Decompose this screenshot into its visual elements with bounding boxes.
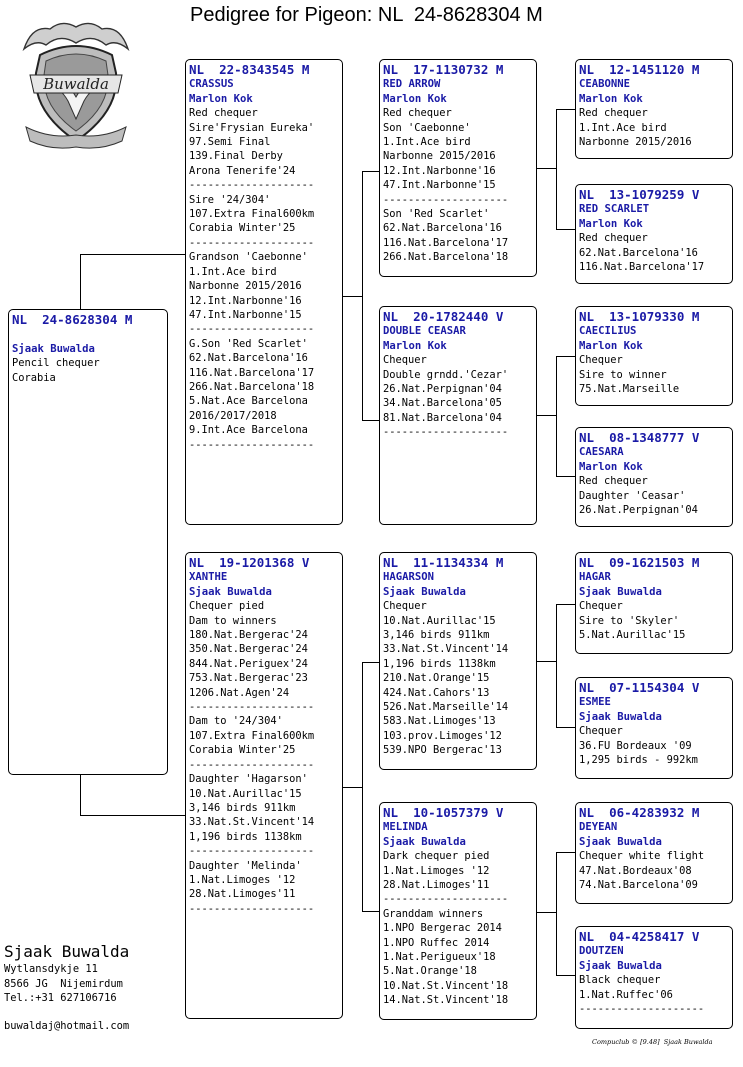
info-line: 424.Nat.Cahors'13 — [383, 686, 490, 699]
breeder-name: Marlon Kok — [579, 92, 643, 105]
connector — [556, 975, 576, 976]
info-line: Red chequer — [189, 107, 258, 120]
info-line: 210.Nat.Orange'15 — [383, 672, 490, 685]
info-line: 1,196 birds 1138km — [189, 830, 302, 843]
info-line: Son 'Caebonne' — [383, 121, 471, 134]
pigeon-name: RED ARROW — [383, 78, 441, 91]
ring-number: NL 07-1154304 V — [579, 680, 700, 695]
info-line: Red chequer — [579, 232, 648, 245]
ring-number: NL 06-4283932 M — [579, 805, 700, 820]
info-line: 583.Nat.Limoges'13 — [383, 715, 496, 728]
info-line: Arona Tenerife'24 — [189, 164, 296, 177]
pigeon-name: DOUBLE CEASAR — [383, 325, 466, 338]
connector — [556, 727, 576, 728]
pigeon-card-dam-dam[interactable] — [379, 802, 537, 1020]
pigeon-name: HAGARSON — [383, 571, 435, 584]
breeder-name: Marlon Kok — [383, 92, 447, 105]
breeder-name: Marlon Kok — [579, 339, 643, 352]
info-line: Double grndd.'Cezar' — [383, 368, 509, 381]
divider: -------------------- — [189, 902, 315, 915]
info-line: Dam to winners — [189, 614, 277, 627]
info-line: 47.Nat.Bordeaux'08 — [579, 864, 692, 877]
info-line: 350.Nat.Bergerac'24 — [189, 643, 308, 656]
owner-address2: 8566 JG Nijemirdum — [4, 977, 123, 990]
info-line: 116.Nat.Barcelona'17 — [579, 261, 705, 274]
info-line: Daughter 'Melinda' — [189, 859, 302, 872]
ring-number: NL 09-1621503 M — [579, 555, 700, 570]
info-line: Narbonne 2015/2016 — [383, 150, 496, 163]
divider: -------------------- — [383, 193, 509, 206]
pigeon-card-dam[interactable] — [185, 552, 343, 1019]
info-line: 12.Int.Narbonne'16 — [189, 294, 302, 307]
info-line: Black chequer — [579, 974, 661, 987]
breeder-name: Sjaak Buwalda — [189, 585, 272, 598]
owner-phone: Tel.:+31 627106716 — [4, 992, 117, 1004]
ring-number: NL 08-1348777 V — [579, 430, 700, 445]
info-line: 1.Nat.Ruffec'06 — [579, 988, 673, 1001]
info-line: Pencil chequer — [12, 357, 100, 370]
pigeon-name: RED SCARLET — [579, 203, 650, 216]
connector — [556, 109, 557, 230]
breeder-name: Sjaak Buwalda — [579, 835, 662, 848]
pigeon-card-sdd[interactable] — [575, 427, 733, 527]
spacer — [12, 327, 164, 341]
owner-info — [4, 942, 129, 1032]
page-title: Pedigree for Pigeon: NL 24-8628304 M — [190, 4, 543, 26]
info-line: 139.Final Derby — [189, 150, 283, 163]
divider: -------------------- — [189, 179, 315, 192]
info-line: 5.Nat.Orange'18 — [383, 965, 477, 978]
info-line: 753.Nat.Bergerac'23 — [189, 672, 308, 685]
connector — [80, 815, 185, 816]
connector — [537, 168, 557, 169]
info-line: 1.Int.Ace bird — [383, 136, 471, 149]
connector — [556, 852, 576, 853]
pigeon-name: CRASSUS — [189, 78, 234, 91]
divider: -------------------- — [189, 323, 315, 336]
owner-address1: Wytlansdykje 11 — [4, 963, 98, 975]
connector — [556, 852, 557, 976]
breeder-name: Marlon Kok — [189, 92, 253, 105]
info-line: Narbonne 2015/2016 — [189, 280, 302, 293]
info-line: 28.Nat.Limoges'11 — [383, 879, 490, 892]
connector — [362, 420, 380, 421]
info-line: 26.Nat.Perpignan'04 — [579, 504, 698, 517]
connector — [537, 415, 557, 416]
info-line: Chequer — [579, 725, 623, 738]
connector — [537, 912, 557, 913]
info-line: 47.Int.Narbonne'15 — [189, 308, 302, 321]
info-line: 62.Nat.Barcelona'16 — [383, 222, 502, 235]
info-line: 47.Int.Narbonne'15 — [383, 179, 496, 192]
info-line: 266.Nat.Barcelona'18 — [383, 251, 509, 264]
info-line: Narbonne 2015/2016 — [579, 136, 692, 149]
info-line: 180.Nat.Bergerac'24 — [189, 629, 308, 642]
connector — [537, 661, 557, 662]
breeder-name: Sjaak Buwalda — [579, 959, 662, 972]
connector — [362, 662, 380, 663]
info-line: Corabia Winter'25 — [189, 222, 296, 235]
ring-number: NL 22-8343545 M — [189, 62, 310, 77]
info-line: 33.Nat.St.Vincent'14 — [189, 816, 315, 829]
pigeon-card-dss[interactable] — [575, 552, 733, 654]
breeder-name: Marlon Kok — [579, 460, 643, 473]
info-line: 10.Nat.St.Vincent'18 — [383, 979, 509, 992]
info-line: 36.FU Bordeaux '09 — [579, 739, 692, 752]
connector — [362, 662, 363, 912]
connector — [362, 911, 380, 912]
pigeon-name: CAECILIUS — [579, 325, 637, 338]
ring-number: NL 19-1201368 V — [189, 555, 310, 570]
connector — [343, 787, 363, 788]
connector — [80, 254, 185, 255]
connector — [362, 171, 363, 421]
connector — [556, 356, 576, 357]
connector — [80, 774, 81, 816]
ring-number: NL 13-1079259 V — [579, 187, 700, 202]
info-line: 62.Nat.Barcelona'16 — [189, 352, 308, 365]
pigeon-card-sire-dam[interactable] — [379, 306, 537, 525]
buwalda-logo — [20, 15, 132, 155]
logo-text: Buwalda — [43, 75, 109, 93]
ring-number: NL 04-4258417 V — [579, 929, 700, 944]
credit: Compuclub © [9.48] Sjaak Buwalda — [592, 1038, 713, 1046]
info-line: 3,146 birds 911km — [189, 801, 296, 814]
info-line: Sire to winner — [579, 368, 667, 381]
connector — [556, 476, 576, 477]
ring-number: NL 11-1134334 M — [383, 555, 504, 570]
pigeon-card-subject[interactable] — [8, 309, 168, 775]
info-line: 539.NPO Bergerac'13 — [383, 744, 502, 757]
info-line: Chequer — [383, 600, 427, 613]
breeder-name: Marlon Kok — [383, 339, 447, 352]
info-line: Chequer pied — [189, 600, 265, 613]
info-line: Sire'Frysian Eureka' — [189, 121, 315, 134]
divider: -------------------- — [579, 1003, 705, 1016]
breeder-name: Sjaak Buwalda — [383, 835, 466, 848]
pigeon-card-sire[interactable] — [185, 59, 343, 525]
info-line: Chequer — [579, 600, 623, 613]
breeder-name: Marlon Kok — [579, 217, 643, 230]
info-line: 81.Nat.Barcelona'04 — [383, 411, 502, 424]
ring-number: NL 20-1782440 V — [383, 309, 504, 324]
pigeon-name: DEYEAN — [579, 821, 618, 834]
connector — [556, 604, 576, 605]
breeder-name: Sjaak Buwalda — [383, 585, 466, 598]
info-line: 107.Extra Final600km — [189, 729, 315, 742]
pigeon-name: CEABONNE — [579, 78, 631, 91]
info-line: Corabia — [12, 371, 56, 384]
owner-email[interactable]: buwaldaj@hotmail.com — [4, 1019, 130, 1032]
info-line: 12.Int.Narbonne'16 — [383, 164, 496, 177]
connector — [556, 356, 557, 477]
divider: -------------------- — [189, 236, 315, 249]
info-line: 1.Nat.Limoges '12 — [189, 873, 296, 886]
pigeon-card-dam-sire[interactable] — [379, 552, 537, 770]
info-line: 26.Nat.Perpignan'04 — [383, 383, 502, 396]
pigeon-card-sds[interactable] — [575, 306, 733, 406]
info-line: Daughter 'Ceasar' — [579, 489, 686, 502]
info-line: 2016/2017/2018 — [189, 409, 277, 422]
pigeon-card-sire-sire[interactable] — [379, 59, 537, 277]
info-line: 1.NPO Ruffec 2014 — [383, 936, 490, 949]
info-line: G.Son 'Red Scarlet' — [189, 337, 308, 350]
info-line: 844.Nat.Periguex'24 — [189, 657, 308, 670]
pigeon-card-ddd[interactable] — [575, 926, 733, 1029]
info-line: 116.Nat.Barcelona'17 — [383, 236, 509, 249]
info-line: 266.Nat.Barcelona'18 — [189, 380, 315, 393]
info-line: 14.Nat.St.Vincent'18 — [383, 994, 509, 1007]
owner-name: Sjaak Buwalda — [4, 942, 130, 961]
info-line: 1206.Nat.Agen'24 — [189, 686, 290, 699]
breeder-name: Sjaak Buwalda — [12, 342, 95, 355]
info-line: 526.Nat.Marseille'14 — [383, 701, 509, 714]
pigeon-card-dds[interactable] — [575, 802, 733, 904]
divider: -------------------- — [189, 758, 315, 771]
ring-number: NL 13-1079330 M — [579, 309, 700, 324]
info-line: 1.Nat.Limoges '12 — [383, 864, 490, 877]
breeder-name: Sjaak Buwalda — [579, 585, 662, 598]
info-line: Chequer white flight — [579, 850, 705, 863]
info-line: Dark chequer pied — [383, 850, 490, 863]
info-line: Daughter 'Hagarson' — [189, 773, 308, 786]
info-line: 10.Nat.Aurillac'15 — [189, 787, 302, 800]
info-line: 1.NPO Bergerac 2014 — [383, 922, 502, 935]
pigeon-name: MELINDA — [383, 821, 428, 834]
info-line: 28.Nat.Limoges'11 — [189, 888, 296, 901]
info-line: 5.Nat.Ace Barcelona — [189, 395, 308, 408]
info-line: Red chequer — [579, 475, 648, 488]
divider: -------------------- — [383, 893, 509, 906]
info-line: 116.Nat.Barcelona'17 — [189, 366, 315, 379]
info-line: 103.prov.Limoges'12 — [383, 729, 502, 742]
info-line: 1,196 birds 1138km — [383, 657, 496, 670]
info-line: 1.Nat.Perigueux'18 — [383, 951, 496, 964]
info-line: Sire '24/304' — [189, 193, 271, 206]
ring-number: NL 17-1130732 M — [383, 62, 504, 77]
info-line: 1.Int.Ace bird — [189, 265, 277, 278]
connector — [556, 109, 576, 110]
info-line: 10.Nat.Aurillac'15 — [383, 614, 496, 627]
info-line: Granddam winners — [383, 907, 484, 920]
pigeon-name: XANTHE — [189, 571, 228, 584]
info-line: 62.Nat.Barcelona'16 — [579, 246, 698, 259]
info-line: Dam to '24/304' — [189, 715, 283, 728]
info-line: 1.Int.Ace bird — [579, 121, 667, 134]
breeder-name: Sjaak Buwalda — [579, 710, 662, 723]
info-line: Son 'Red Scarlet' — [383, 208, 490, 221]
info-line: 9.Int.Ace Barcelona — [189, 424, 308, 437]
pigeon-card-ssd[interactable] — [575, 184, 733, 284]
info-line: 3,146 birds 911km — [383, 629, 490, 642]
ring-number: NL 10-1057379 V — [383, 805, 504, 820]
info-line: 33.Nat.St.Vincent'14 — [383, 643, 509, 656]
info-line: 34.Nat.Barcelona'05 — [383, 397, 502, 410]
info-line: Chequer — [383, 354, 427, 367]
pigeon-card-sss[interactable] — [575, 59, 733, 159]
pigeon-name: HAGAR — [579, 571, 611, 584]
connector — [80, 254, 81, 310]
info-line: 5.Nat.Aurillac'15 — [579, 629, 686, 642]
divider: -------------------- — [189, 701, 315, 714]
pigeon-name: DOUTZEN — [579, 945, 624, 958]
info-line: Chequer — [579, 354, 623, 367]
info-line: 75.Nat.Marseille — [579, 383, 680, 396]
ring-number: NL 12-1451120 M — [579, 62, 700, 77]
divider: -------------------- — [189, 845, 315, 858]
connector — [343, 296, 363, 297]
info-line: 107.Extra Final600km — [189, 208, 315, 221]
info-line: 97.Semi Final — [189, 136, 271, 149]
info-line: Red chequer — [579, 107, 648, 120]
ring-number: NL 24-8628304 M — [12, 312, 133, 327]
info-line: Red chequer — [383, 107, 452, 120]
info-line: Grandson 'Caebonne' — [189, 251, 308, 264]
info-line: 1,295 birds - 992km — [579, 754, 698, 767]
pigeon-name: ESMEE — [579, 696, 611, 709]
divider: -------------------- — [189, 438, 315, 451]
connector — [362, 171, 380, 172]
pigeon-name: CAESARA — [579, 446, 624, 459]
connector — [556, 229, 576, 230]
pigeon-card-dsd[interactable] — [575, 677, 733, 779]
divider: -------------------- — [383, 426, 509, 439]
info-line: 74.Nat.Barcelona'09 — [579, 879, 698, 892]
connector — [556, 604, 557, 728]
info-line: Corabia Winter'25 — [189, 744, 296, 757]
info-line: Sire to 'Skyler' — [579, 614, 680, 627]
